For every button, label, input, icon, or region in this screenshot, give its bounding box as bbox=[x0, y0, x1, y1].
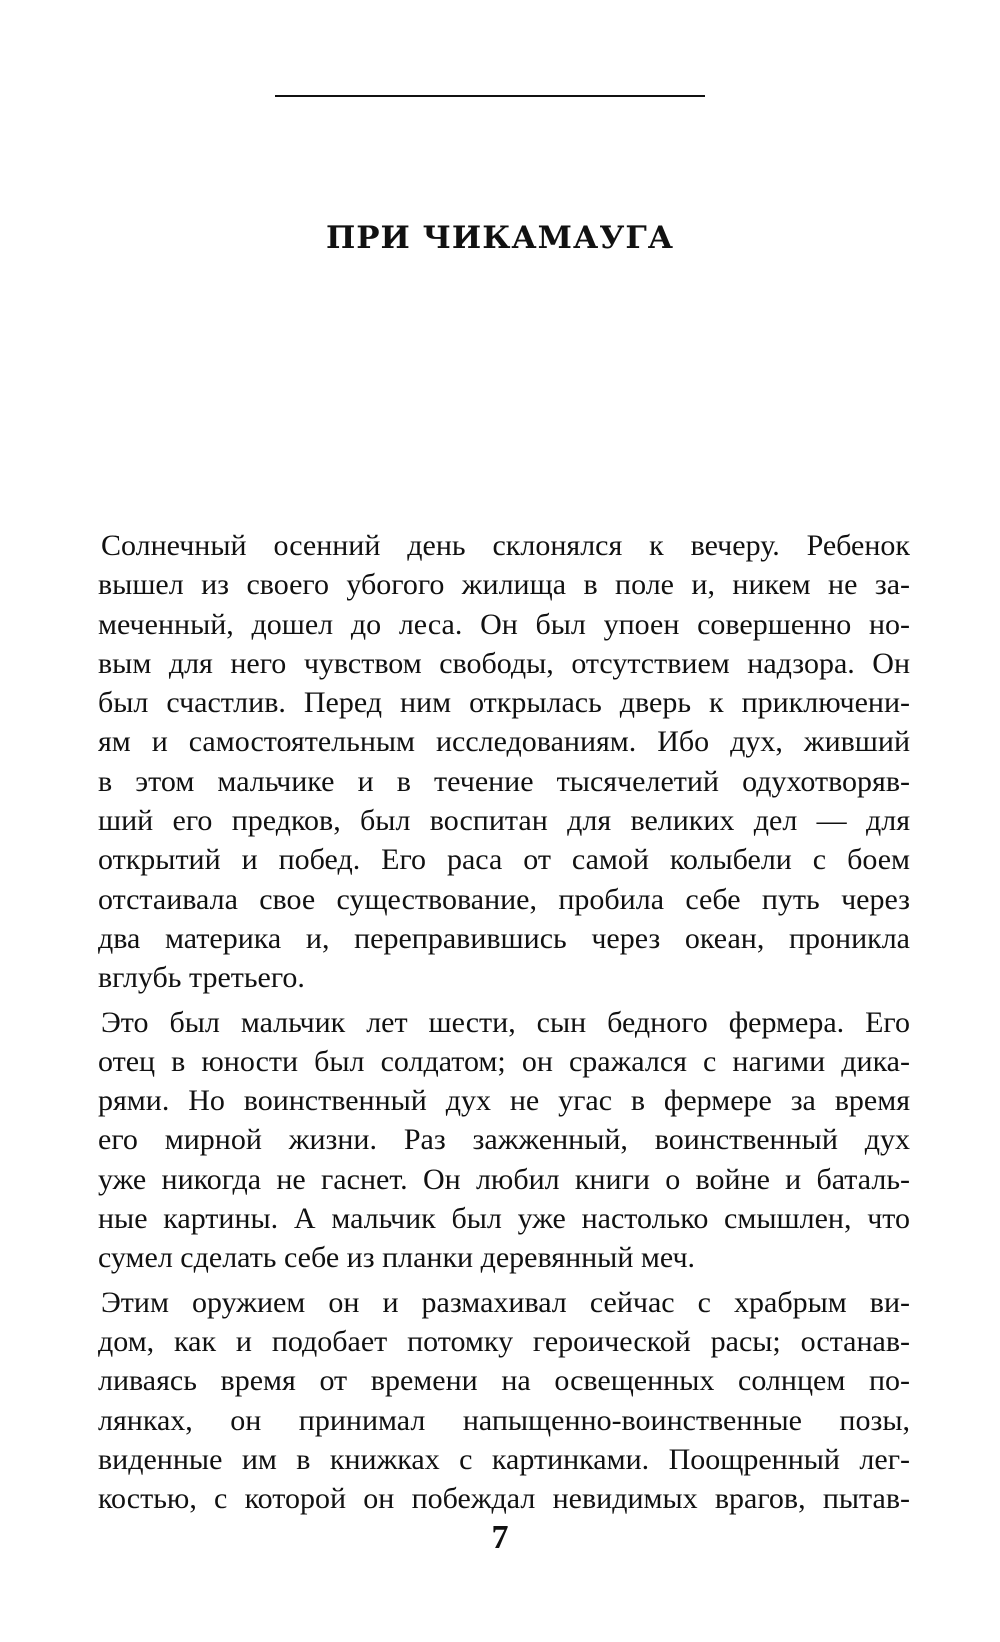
top-rule bbox=[275, 95, 705, 97]
text-line: меченный, дошел до леса. Он был упоен совершенно но- bbox=[98, 607, 910, 641]
text-line: вглубь третьего. bbox=[98, 961, 305, 995]
page-number: 7 bbox=[491, 1519, 509, 1556]
text-line: Это был мальчик лет шести, сын бедного фермера. Его bbox=[101, 1005, 910, 1039]
text-line: его мирной жизни. Раз зажженный, воинственный дух bbox=[98, 1123, 910, 1157]
text-line: рями. Но воинственный дух не угас в фермере за время bbox=[98, 1084, 910, 1118]
text-line: отец в юности был солдатом; он сражался с нагими дика- bbox=[98, 1044, 910, 1078]
text-line: отстаивала свое существование, пробила себе путь через bbox=[98, 882, 910, 916]
text-line: лянках, он принимал напыщенно-воинственные позы, bbox=[98, 1403, 910, 1437]
text-line: ший его предков, был воспитан для великих дел — для bbox=[98, 804, 910, 838]
body-text bbox=[98, 526, 910, 1518]
paragraph-2 bbox=[98, 1003, 910, 1278]
text-line: Солнечный осенний день склонялся к вечеру. Ребенок bbox=[101, 529, 910, 562]
text-line: уже никогда не гаснет. Он любил книги о войне и баталь- bbox=[98, 1162, 910, 1196]
chapter-title: ПРИ ЧИКАМАУГА bbox=[325, 220, 675, 256]
paragraph-3 bbox=[98, 1283, 910, 1519]
text-line: вым для него чувством свободы, отсутствием надзора. Он bbox=[98, 646, 910, 680]
text-line: виденные им в книжках с картинками. Поощренный лег- bbox=[98, 1442, 910, 1476]
text-line: ливаясь время от времени на освещенных солнцем по- bbox=[98, 1364, 910, 1398]
paragraph-1 bbox=[98, 526, 910, 998]
text-line: ям и самостоятельным исследованиям. Ибо дух, живший bbox=[98, 725, 910, 759]
text-line: два материка и, переправившись через океан, проникла bbox=[98, 921, 910, 955]
text-line: был счастлив. Перед ним открылась дверь к приключени- bbox=[98, 686, 910, 720]
text-line: дом, как и подобает потомку героической расы; останав- bbox=[98, 1324, 910, 1358]
text-line: сумел сделать себе из планки деревянный меч. bbox=[98, 1241, 696, 1275]
text-line: ные картины. А мальчик был уже настолько смышлен, что bbox=[98, 1202, 910, 1236]
text-line: открытий и побед. Его раса от самой колыбели с боем bbox=[98, 843, 910, 877]
text-line: вышел из своего убогого жилища в поле и, никем не за- bbox=[98, 568, 910, 602]
text-line: Этим оружием он и размахивал сейчас с храбрым ви- bbox=[101, 1285, 910, 1319]
text-line: в этом мальчике и в течение тысячелетий одухотворяв- bbox=[98, 764, 910, 798]
text-line: костью, с которой он побеждал невидимых врагов, пытав- bbox=[98, 1482, 910, 1516]
